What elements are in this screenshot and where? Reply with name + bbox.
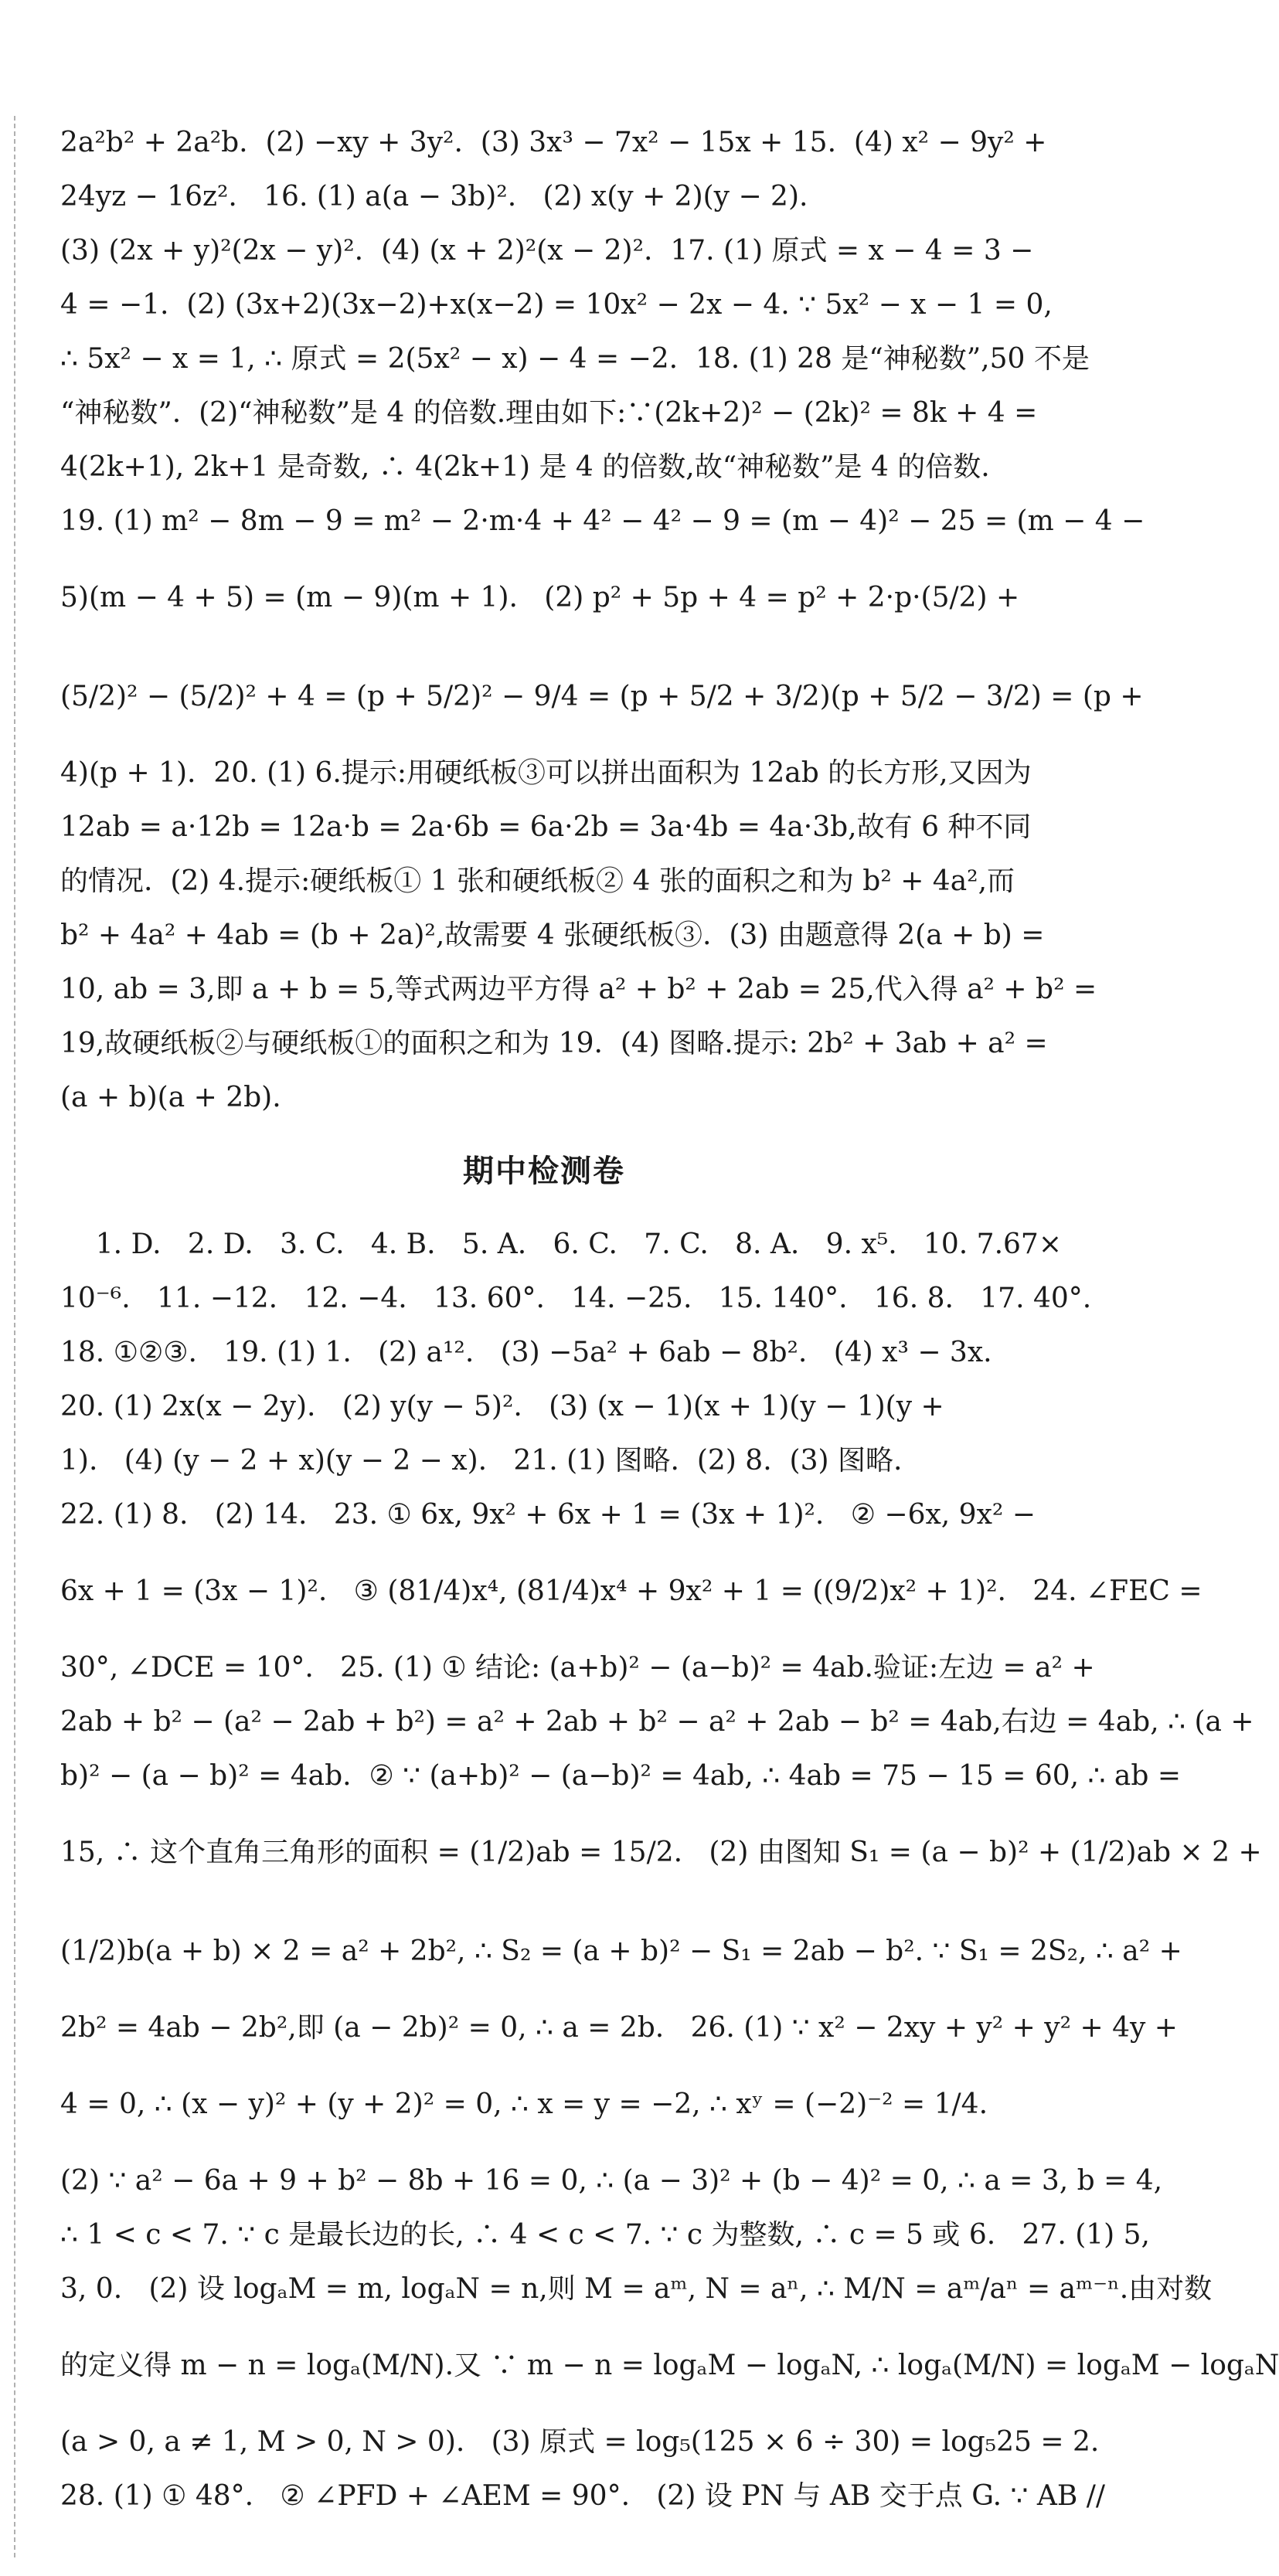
answer-line: 28. (1) ① 48°. ② ∠PFD + ∠AEM = 90°. (2) 设 PN 与 AB 交于点 G. ∵ AB // — [60, 2480, 1106, 2512]
answer-line: 2ab + b² − (a² − 2ab + b²) = a² + 2ab + b² − a² + 2ab − b² = 4ab,右边 = 4ab, ∴ (a + — [60, 1706, 1254, 1738]
answers-part1 — [60, 116, 1145, 1125]
answer-line: 22. (1) 8. (2) 14. 23. ① 6x, 9x² + 6x + 1 = (3x + 1)². ② −6x, 9x² − — [60, 1499, 1036, 1531]
answer-line: ∴ 5x² − x = 1, ∴ 原式 = 2(5x² − x) − 4 = −2. 18. (1) 28 是“神秘数”,50 不是 — [60, 343, 1090, 375]
answer-line: 20. (1) 2x(x − 2y). (2) y(y − 5)². (3) (x − 1)(x + 1)(y − 1)(y + — [60, 1391, 944, 1422]
answer-line: “神秘数”. (2)“神秘数”是 4 的倍数.理由如下:∵(2k+2)² − (2k)² = 8k + 4 = — [60, 397, 1038, 429]
answer-line: (3) (2x + y)²(2x − y)². (4) (x + 2)²(x − 2)². 17. (1) 原式 = x − 4 = 3 − — [60, 235, 1034, 267]
answer-line: b² + 4a² + 4ab = (b + 2a)²,故需要 4 张硬纸板③. (3) 由题意得 2(a + b) = — [60, 919, 1045, 951]
answer-line: 2a²b² + 2a²b. (2) −xy + 3y². (3) 3x³ − 7x² − 15x + 15. (4) x² − 9y² + — [60, 127, 1047, 158]
answer-line: 10⁻⁶. 11. −12. 12. −4. 13. 60°. 14. −25. 15. 140°. 16. 8. 17. 40°. — [60, 1283, 1092, 1314]
answer-line: 的定义得 m − n = logₐ(M/N).又 ∵ m − n = logₐM − logₐN, ∴ logₐ(M/N) = logₐM − logₐN — [60, 2350, 1279, 2381]
answer-line: b)² − (a − b)² = 4ab. ② ∵ (a+b)² − (a−b)² = 4ab, ∴ 4ab = 75 − 15 = 60, ∴ ab = — [60, 1760, 1181, 1792]
answer-line: (a + b)(a + 2b). — [60, 1082, 281, 1113]
answer-line: (a > 0, a ≠ 1, M > 0, N > 0). (3) 原式 = log₅(125 × 6 ÷ 30) = log₅25 = 2. — [60, 2426, 1100, 2458]
answer-line: (5/2)² − (5/2)² + 4 = (p + 5/2)² − 9/4 = (p + 5/2 + 3/2)(p + 5/2 − 3/2) = (p + — [60, 681, 1144, 712]
answer-line: 15, ∴ 这个直角三角形的面积 = (1/2)ab = 15/2. (2) 由图知 S₁ = (a − b)² + (1/2)ab × 2 + — [60, 1837, 1262, 1868]
answer-line: (1/2)b(a + b) × 2 = a² + 2b², ∴ S₂ = (a + b)² − S₁ = 2ab − b². ∵ S₁ = 2S₂, ∴ a² + — [60, 1935, 1182, 1967]
answer-line: 12ab = a·12b = 12a·b = 2a·6b = 6a·2b = 3a·4b = 4a·3b,故有 6 种不同 — [60, 811, 1032, 843]
answer-line: 3, 0. (2) 设 logₐM = m, logₐN = n,则 M = aᵐ, N = aⁿ, ∴ M/N = aᵐ/aⁿ = aᵐ⁻ⁿ.由对数 — [60, 2273, 1213, 2305]
answer-line: 4 = −1. (2) (3x+2)(3x−2)+x(x−2) = 10x² − 2x − 4. ∵ 5x² − x − 1 = 0, — [60, 289, 1053, 321]
answer-line: 的情况. (2) 4.提示:硬纸板① 1 张和硬纸板② 4 张的面积之和为 b² + 4a²,而 — [60, 865, 1015, 897]
answer-line: 19. (1) m² − 8m − 9 = m² − 2·m·4 + 4² − 4² − 9 = (m − 4)² − 25 = (m − 4 − — [60, 505, 1145, 537]
answer-line: 1). (4) (y − 2 + x)(y − 2 − x). 21. (1) 图略. (2) 8. (3) 图略. — [60, 1445, 903, 1477]
answer-line: 30°, ∠DCE = 10°. 25. (1) ① 结论: (a+b)² − (a−b)² = 4ab.验证:左边 = a² + — [60, 1652, 1095, 1684]
answer-line: 19,故硬纸板②与硬纸板①的面积之和为 19. (4) 图略.提示: 2b² + 3ab + a² = — [60, 1028, 1048, 1059]
answer-line: (2) ∵ a² − 6a + 9 + b² − 8b + 16 = 0, ∴ (a − 3)² + (b − 4)² = 0, ∴ a = 3, b = 4, — [60, 2165, 1163, 2197]
answer-line: 10, ab = 3,即 a + b = 5,等式两边平方得 a² + b² + 2ab = 25,代入得 a² + b² = — [60, 974, 1097, 1005]
answer-line: 4)(p + 1). 20. (1) 6.提示:用硬纸板③可以拼出面积为 12ab 的长方形,又因为 — [60, 757, 1032, 789]
answer-line: 4 = 0, ∴ (x − y)² + (y + 2)² = 0, ∴ x = y = −2, ∴ xʸ = (−2)⁻² = 1/4. — [60, 2088, 988, 2120]
answer-line: 6x + 1 = (3x − 1)². ③ (81/4)x⁴, (81/4)x⁴ + 9x² + 1 = ((9/2)x² + 1)². 24. ∠FEC = — [60, 1575, 1202, 1607]
section-title: 期中检测卷 — [463, 1154, 625, 1189]
page-margin-rule — [14, 116, 15, 2557]
answer-line: 4(2k+1), 2k+1 是奇数, ∴ 4(2k+1) 是 4 的倍数,故“神秘数”是 4 的倍数. — [60, 451, 990, 483]
answer-line: 24yz − 16z². 16. (1) a(a − 3b)². (2) x(y + 2)(y − 2). — [60, 181, 808, 212]
answer-line: 1. D. 2. D. 3. C. 4. B. 5. A. 6. C. 7. C. 8. A. 9. x⁵. 10. 7.67× — [60, 1229, 1062, 1260]
answer-line: 2b² = 4ab − 2b²,即 (a − 2b)² = 0, ∴ a = 2b. 26. (1) ∵ x² − 2xy + y² + y² + 4y + — [60, 2012, 1178, 2044]
answer-line: 18. ①②③. 19. (1) 1. (2) a¹². (3) −5a² + 6ab − 8b². (4) x³ − 3x. — [60, 1337, 992, 1368]
answer-line: 5)(m − 4 + 5) = (m − 9)(m + 1). (2) p² + 5p + 4 = p² + 2·p·(5/2) + — [60, 582, 1020, 613]
answer-page — [60, 116, 1279, 2557]
answer-line: ∴ 1 < c < 7. ∵ c 是最长边的长, ∴ 4 < c < 7. ∵ c 为整数, ∴ c = 5 或 6. 27. (1) 5, — [60, 2219, 1150, 2251]
answers-part2 — [60, 1218, 1279, 2523]
